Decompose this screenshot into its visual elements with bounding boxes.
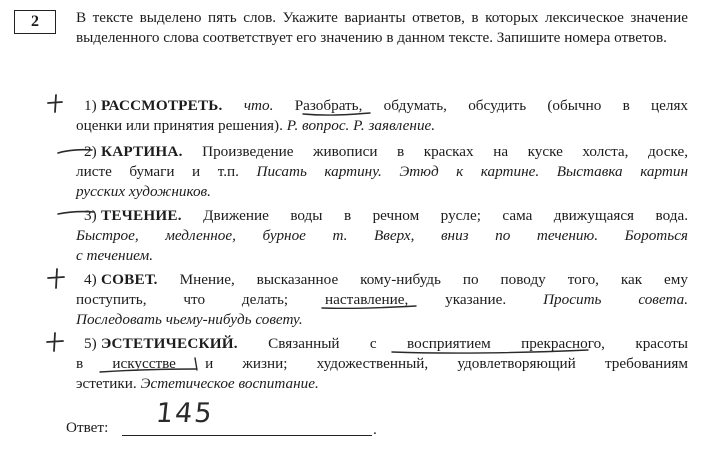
option-line xyxy=(101,334,688,354)
definition-text: , указание. xyxy=(404,291,507,308)
usage-examples: с течением. xyxy=(76,247,154,264)
task-number-box: 2 xyxy=(14,10,56,34)
instruction-line-3: в данном тексте. Запишите номера ответов. xyxy=(386,29,667,46)
option-line xyxy=(76,290,688,310)
option-number: 3) xyxy=(84,207,97,224)
usage-examples: русских художников. xyxy=(76,183,211,200)
option-headword: СОВЕТ. xyxy=(101,271,158,288)
definition-text: , красоты xyxy=(601,335,689,352)
definition-text: Движение воды в речном русле; сама движущаяся вода. xyxy=(203,207,688,224)
option-line xyxy=(76,162,688,182)
task-instructions xyxy=(76,8,688,48)
option-line xyxy=(76,116,688,136)
definition-text: листе бумаги и т.п. xyxy=(76,163,239,180)
option-line xyxy=(101,142,688,162)
usage-examples: Быстрое, медленное, бурное т. Вверх, вниз по течению. Бороться xyxy=(76,227,688,244)
plus-mark-1 xyxy=(48,95,62,112)
answer-end-dot: . xyxy=(373,421,377,438)
option-number: 5) xyxy=(84,335,97,352)
option-line xyxy=(101,96,688,116)
underlined-phrase: восприятием прекрасного xyxy=(407,335,602,352)
underlined-phrase: в искусстве xyxy=(76,355,176,372)
option-line xyxy=(76,374,688,394)
definition-text: , обдумать, обсудить (обычно в целях xyxy=(358,97,689,114)
definition-text: и жизни; художественный, удовлетворяющий требованиям xyxy=(205,355,689,372)
grammar-note: что. xyxy=(243,97,274,114)
option-headword: РАССМОТРЕТЬ. xyxy=(101,97,223,114)
definition-text: оценки или принятия решения). xyxy=(76,117,283,134)
definition-text: Произведение живописи в красках на куске холста, доске, xyxy=(202,143,688,160)
handwritten-answer[interactable]: 145 xyxy=(154,398,216,429)
option-line xyxy=(101,206,688,226)
underlined-word: наставление xyxy=(325,291,405,308)
instruction-line-1: В тексте выделено пять слов. Укажите варианты ответов, в которых xyxy=(76,9,539,26)
answer-label: Ответ: xyxy=(66,419,109,436)
instruction-line-2: лексическое значение выделенного слова соответствует его значению xyxy=(76,9,689,46)
option-line xyxy=(76,310,688,330)
definition-text: Связанный с xyxy=(268,335,377,352)
option-line xyxy=(76,226,688,246)
usage-examples: Писать картину. Этюд к картине. Выставка картин xyxy=(256,163,688,180)
usage-examples: Эстетическое воспитание. xyxy=(140,375,319,392)
option-line xyxy=(76,354,688,374)
option-line xyxy=(76,182,688,202)
option-headword: КАРТИНА. xyxy=(101,143,183,160)
usage-examples: Последовать чьему-нибудь совету. xyxy=(76,311,303,328)
option-line xyxy=(76,246,688,266)
option-number: 4) xyxy=(84,271,97,288)
usage-examples: Просить совета. xyxy=(543,291,688,308)
option-line xyxy=(101,270,688,290)
option-headword: ТЕЧЕНИЕ. xyxy=(101,207,182,224)
option-number: 1) xyxy=(84,97,97,114)
definition-text: Мнение, высказанное кому-нибудь по поводу того, как ему xyxy=(179,271,689,288)
option-number: 2) xyxy=(84,143,97,160)
answer-input-line[interactable] xyxy=(122,435,372,436)
usage-examples: Р. вопрос. Р. заявление. xyxy=(286,117,436,134)
plus-mark-5 xyxy=(47,333,63,351)
underlined-word: Разобрать xyxy=(294,97,359,114)
definition-text: поступить, что делать; xyxy=(76,291,289,308)
definition-text: эстетики. xyxy=(76,375,137,392)
option-headword: ЭСТЕТИЧЕСКИЙ. xyxy=(101,335,238,352)
plus-mark-4 xyxy=(48,269,64,288)
